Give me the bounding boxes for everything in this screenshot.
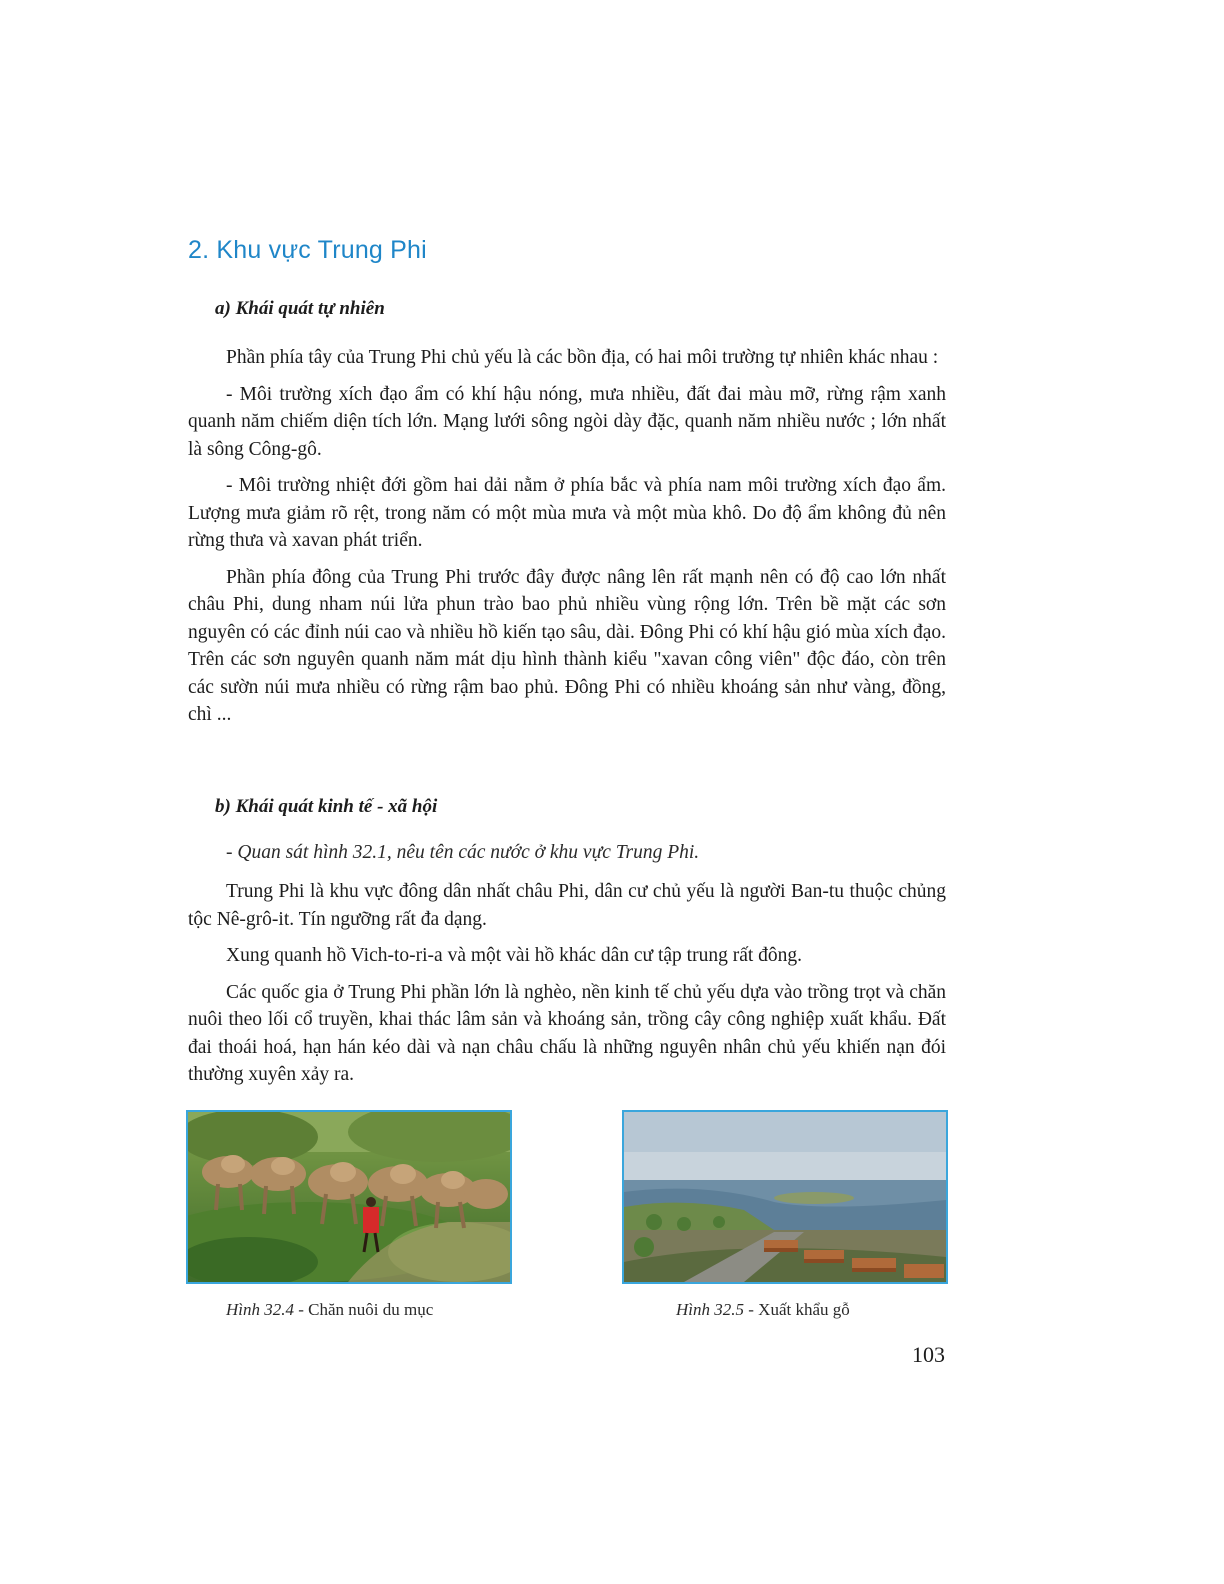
economic-heading: b) Khái quát kinh tế - xã hội — [215, 796, 438, 817]
figure-number: Hình 32.5 — [676, 1300, 744, 1319]
figure-caption-herding — [226, 1300, 433, 1320]
figure-caption-text: - Xuất khẩu gỗ — [744, 1300, 850, 1319]
figure-herding-photo — [186, 1110, 512, 1284]
figure-caption-text: - Chăn nuôi du mục — [294, 1300, 434, 1319]
page-number: 103 — [912, 1342, 945, 1367]
timber-illustration — [624, 1112, 946, 1282]
economic-paragraph-1: Trung Phi là khu vực đông dân nhất châu Phi, dân cư chủ yếu là người Ban-tu thuộc chủng tộc Nê-grô-it. Tín ngưỡng rất đa dạng. — [188, 881, 946, 930]
herding-illustration — [188, 1112, 510, 1282]
natural-paragraph-3: - Môi trường nhiệt đới gồm hai dải nằm ở phía bắc và phía nam môi trường xích đạo ẩm. Lượng mưa giảm rõ rệt, trong năm có một mùa mưa và một mùa khô. Do độ ẩm không đủ nên rừng thưa và xavan phát triển. — [188, 475, 946, 551]
figure-timber-photo — [622, 1110, 948, 1284]
natural-paragraph-2: - Môi trường xích đạo ẩm có khí hậu nóng, mưa nhiều, đất đai màu mỡ, rừng rậm xanh quanh năm chiếm diện tích lớn. Mạng lưới sông ngòi dày đặc, quanh năm nhiều nước ; lớn nhất là sông Công-gô. — [188, 383, 946, 460]
natural-body — [188, 344, 946, 738]
economic-body — [188, 878, 946, 1098]
natural-paragraph-1: Phần phía tây của Trung Phi chủ yếu là các bồn địa, có hai môi trường tự nhiên khác nhau : — [226, 347, 939, 368]
economic-prompt: - Quan sát hình 32.1, nêu tên các nước ở khu vực Trung Phi. — [226, 842, 700, 863]
figure-number: Hình 32.4 — [226, 1300, 294, 1319]
economic-paragraph-3: Các quốc gia ở Trung Phi phần lớn là nghèo, nền kinh tế chủ yếu dựa vào trồng trọt và chăn nuôi theo lối cổ truyền, khai thác lâm sản và khoáng sản, trồng cây công nghiệp xuất khẩu. Đất đai thoái hoá, hạn hán kéo dài và nạn châu chấu là những nguyên nhân chủ yếu khiến nạn đói thường xuyên xảy ra. — [188, 981, 946, 1085]
figure-caption-timber — [676, 1300, 850, 1320]
natural-paragraph-4: Phần phía đông của Trung Phi trước đây được nâng lên rất mạnh nên có độ cao lớn nhất châu Phi, dung nham núi lửa phun trào bao phủ nhiều vùng rộng lớn. Trên bề mặt các sơn nguyên có các đỉnh núi cao và nhiều hồ kiến tạo sâu, dài. Đông Phi có khí hậu gió mùa xích đạo. Trên các sơn nguyên quanh năm mát dịu hình thành kiểu "xavan công viên" độc đáo, còn trên các sườn núi mưa nhiều có rừng rậm bao phủ. Đông Phi có nhiều khoáng sản như vàng, đồng, chì ... — [188, 566, 946, 725]
economic-paragraph-2: Xung quanh hồ Vich-to-ri-a và một vài hồ khác dân cư tập trung rất đông. — [226, 945, 803, 966]
natural-heading: a) Khái quát tự nhiên — [215, 298, 385, 319]
section-title: 2. Khu vực Trung Phi — [188, 236, 427, 264]
